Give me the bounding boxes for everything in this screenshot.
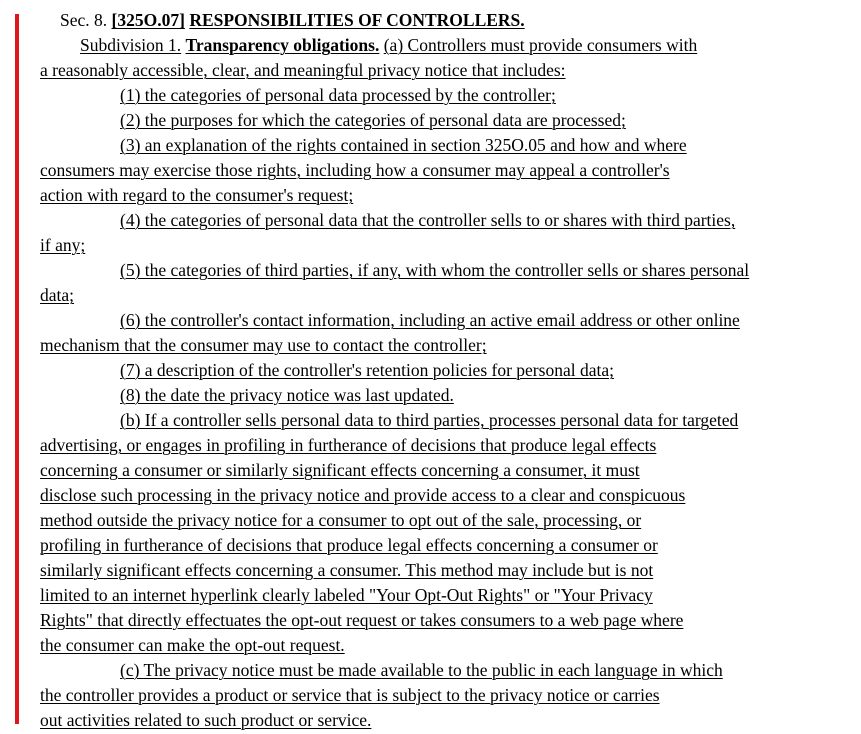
item-6-cont: mechanism that the consumer may use to contact the controller; — [40, 335, 487, 355]
subdivision-intro: (a) Controllers must provide consumers with — [383, 35, 698, 55]
para-b-line-1: (b) If a controller sells personal data to third parties, processes personal data for targeted — [120, 410, 739, 430]
item-3: (3) an explanation of the rights contained in section 325O.05 and how and where — [120, 135, 687, 155]
para-b-line-5: method outside the privacy notice for a consumer to opt out of the sale, processing, or — [40, 510, 642, 530]
item-4: (4) the categories of personal data that the controller sells to or shares with third parties, — [120, 210, 736, 230]
item-7: (7) a description of the controller's retention policies for personal data; — [120, 360, 614, 380]
item-1: (1) the categories of personal data processed by the controller; — [120, 85, 556, 105]
item-2: (2) the purposes for which the categories of personal data are processed; — [120, 110, 626, 130]
para-c-line-2: the controller provides a product or service that is subject to the privacy notice or carries — [40, 685, 660, 705]
para-c-line-3: out activities related to such product or service. — [40, 710, 372, 730]
para-b-line-4: disclose such processing in the privacy notice and provide access to a clear and conspicuous — [40, 485, 686, 505]
para-b-line-8: limited to an internet hyperlink clearly labeled "Your Opt-Out Rights" or "Your Privacy — [40, 585, 653, 605]
para-b-line-9: Rights" that directly effectuates the opt-out request or takes consumers to a web page where — [40, 610, 684, 630]
para-b-line-7: similarly significant effects concerning a consumer. This method may include but is not — [40, 560, 654, 580]
subdivision-line — [80, 35, 697, 59]
para-b-line-6: profiling in furtherance of decisions that produce legal effects concerning a consumer or — [40, 535, 658, 555]
section-heading — [60, 10, 525, 34]
para-b-line-3: concerning a consumer or similarly significant effects concerning a consumer, it must — [40, 460, 640, 480]
item-3-cont-1: consumers may exercise those rights, including how a consumer may appeal a controller's — [40, 160, 670, 180]
item-4-cont: if any; — [40, 235, 86, 255]
para-b-line-10: the consumer can make the opt-out request. — [40, 635, 345, 655]
subdivision-label: Subdivision 1. — [80, 35, 182, 55]
section-title: RESPONSIBILITIES OF CONTROLLERS. — [189, 10, 525, 30]
subdivision-heading: Transparency obligations. — [185, 35, 380, 55]
subdivision-intro-continued: a reasonably accessible, clear, and meaningful privacy notice that includes: — [40, 60, 566, 80]
section-number: [325O.07] — [111, 10, 185, 30]
section-prefix: Sec. 8. — [60, 10, 108, 30]
item-5-cont: data; — [40, 285, 75, 305]
item-5: (5) the categories of third parties, if any, with whom the controller sells or shares personal — [120, 260, 750, 280]
change-margin-bar — [15, 14, 19, 724]
para-b-line-2: advertising, or engages in profiling in furtherance of decisions that produce legal effects — [40, 435, 657, 455]
item-6: (6) the controller's contact information, including an active email address or other online — [120, 310, 740, 330]
item-3-cont-2: action with regard to the consumer's request; — [40, 185, 354, 205]
para-c-line-1: (c) The privacy notice must be made available to the public in each language in which — [120, 660, 723, 680]
item-8: (8) the date the privacy notice was last updated. — [120, 385, 454, 405]
